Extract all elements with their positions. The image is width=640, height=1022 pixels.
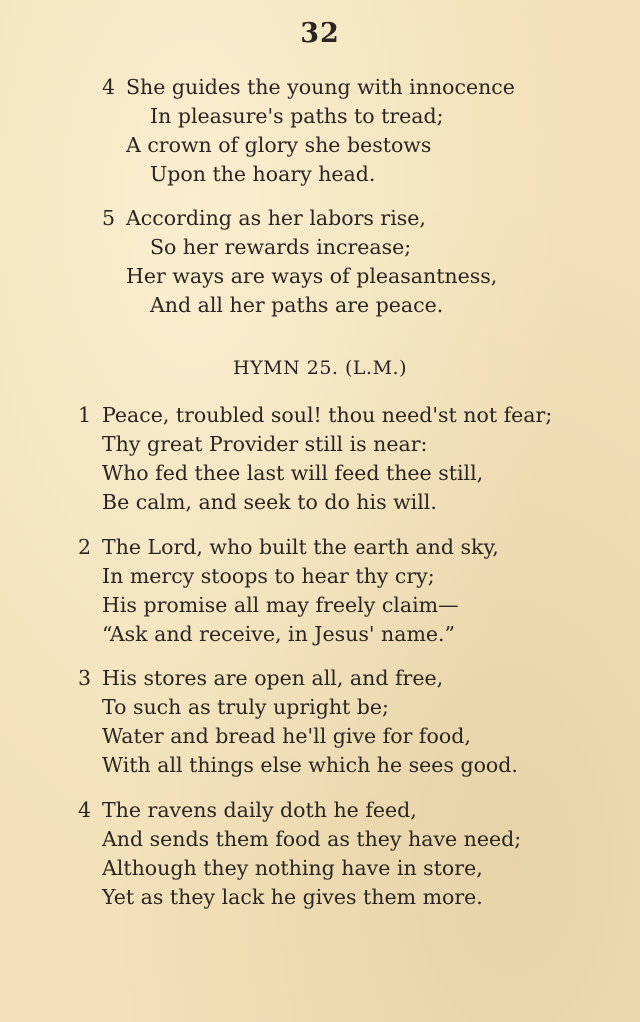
verse-line: Although they nothing have in store, (102, 856, 483, 880)
stanza-number: 4 (102, 75, 116, 99)
stanza-number: 1 (78, 403, 92, 427)
verse-line: Thy great Provider still is near: (102, 432, 428, 456)
verse-line: A crown of glory she bestows (126, 133, 432, 157)
page-number: 32 (300, 18, 340, 49)
verse-line: According as her labors rise, (126, 206, 426, 230)
stanza-number: 5 (102, 206, 116, 230)
verse-line: In mercy stoops to hear thy cry; (102, 564, 435, 588)
verse-line: His stores are open all, and free, (102, 666, 444, 690)
verse-line: She guides the young with innocence (126, 75, 515, 99)
stanza-number: 3 (78, 666, 92, 690)
verse-line: “Ask and receive, in Jesus' name.” (102, 622, 456, 646)
verse-line: His promise all may freely claim— (102, 593, 459, 617)
verse-line: In pleasure's paths to tread; (150, 104, 444, 128)
hymn-title: HYMN 25. (L.M.) (233, 357, 407, 379)
verse-line: And all her paths are peace. (150, 293, 444, 317)
verse-line: Yet as they lack he gives them more. (102, 885, 483, 909)
verse-line: To such as truly upright be; (102, 695, 389, 719)
verse-line: Be calm, and seek to do his will. (102, 490, 437, 514)
stanza-number: 4 (78, 798, 92, 822)
verse-line: Upon the hoary head. (150, 162, 376, 186)
verse-line: Her ways are ways of pleasantness, (126, 264, 498, 288)
verse-line: With all things else which he sees good. (102, 753, 518, 777)
verse-line: Who fed thee last will feed thee still, (102, 461, 484, 485)
stanza-number: 2 (78, 535, 92, 559)
verse-line: Water and bread he'll give for food, (102, 724, 471, 748)
verse-line: Peace, troubled soul! thou need'st not fear; (102, 403, 553, 427)
verse-line: So her rewards increase; (150, 235, 412, 259)
verse-line: The Lord, who built the earth and sky, (102, 535, 499, 559)
verse-line: And sends them food as they have need; (102, 827, 522, 851)
verse-line: The ravens daily doth he feed, (102, 798, 417, 822)
